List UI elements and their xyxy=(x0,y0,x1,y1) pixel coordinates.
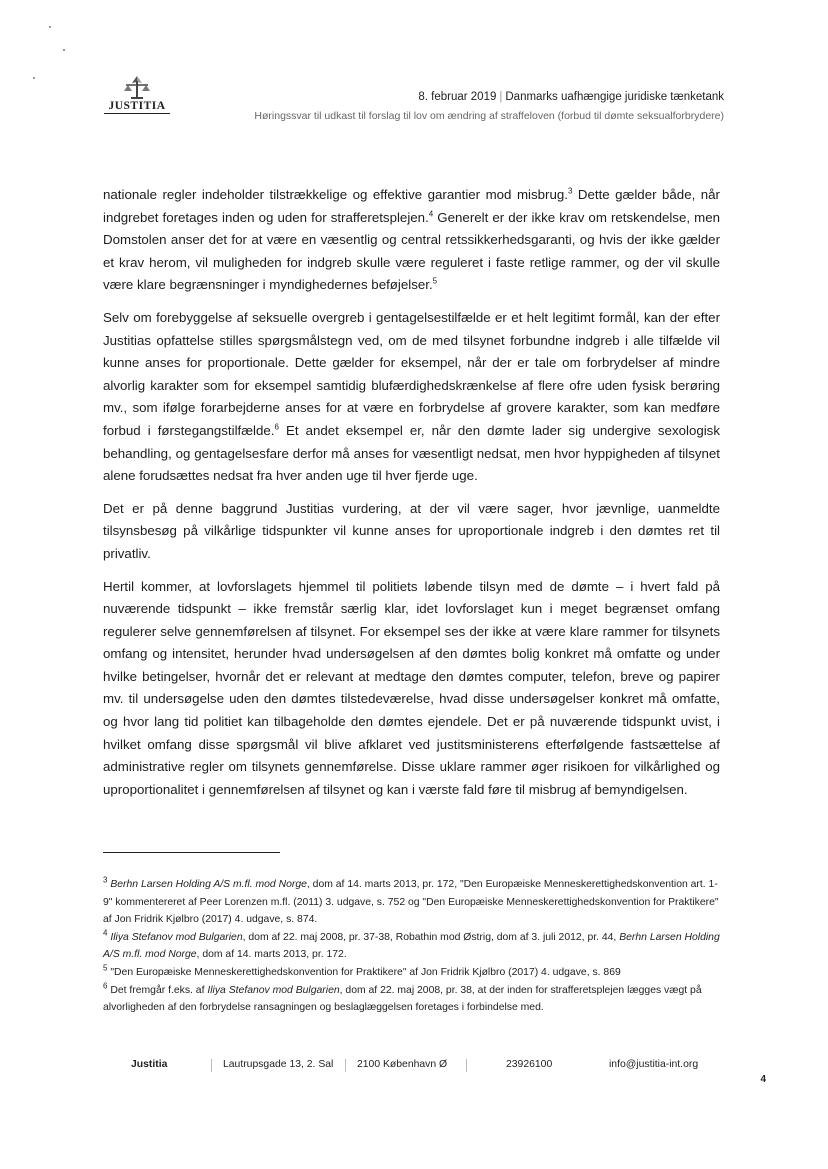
justitia-logo xyxy=(104,74,170,114)
header-subtitle: Høringssvar til udkast til forslag til lov om ændring af straffeloven (forbud til dømte seksualforbrydere) xyxy=(254,110,724,122)
scan-speck xyxy=(49,26,51,28)
page-number: 4 xyxy=(760,1074,766,1085)
header-date: 8. februar 2019 xyxy=(418,91,497,103)
footnote-number: 4 xyxy=(103,928,108,938)
paragraph: Hertil kommer, at lovforslagets hjemmel til politiets løbende tilsyn med de dømte – i hvert fald på nuværende tidspunkt – ikke fremstår særlig klar, idet lovforslaget kun i meget begrænset omfang regulerer selve gennemførelsen af tilsynet. For eksempel ses der ikke at være klare rammer for tilsynets omfang og intensitet, herunder hvad undersøgelsen af den dømtes bolig konkret må omfatte og under hvilke betingelser, hvornår det er relevant at medtage den dømtes computer, telefon, breve og papirer mv. til undersøgelse uden den dømtes tilstedeværelse, hvad disse undersøgelser konkret må omfatte, og hvor lang tid politiet kan tilbageholde den dømtes ejendele. Det er på nuværende tidspunkt uvist, i hvilket omfang disse spørgsmål vil blive afklaret ved justitsministerens efterfølgende fastsættelse af administrative regler om tilsynets gennemførelse. Disse uklare rammer øger risikoen for vilkårlighed og uproportionalitet i gennemførelsen af tilsynet og kan i værste fald føre til misbrug af bemyndigelsen. xyxy=(103,578,720,797)
footnote-3 xyxy=(103,876,720,929)
footnote-text: , dom af 22. maj 2008, pr. 37-38, Robathin mod Østrig, dom af 3. juli 2012, pr. 44, xyxy=(242,931,620,943)
text-run: Dette gælder både, når indgrebet foretages inden og uden for strafferetsplejen. xyxy=(103,187,720,225)
header-divider: | xyxy=(499,91,503,103)
case-name: Berhn Larsen Holding A/S m.fl. mod Norge xyxy=(103,931,720,961)
footnote-ref-5: 5 xyxy=(432,276,438,286)
footnote-text: Det fremgår f.eks. af xyxy=(110,984,208,996)
footer-divider xyxy=(211,1059,212,1072)
footnote-separator xyxy=(103,852,280,853)
case-name: Iliya Stefanov mod Bulgarien xyxy=(110,931,243,943)
footer-divider xyxy=(345,1059,346,1072)
paragraph: Det er på denne baggrund Justitias vurdering, at der vil være sager, hvor jævnlige, uanmeldte tilsynsbesøg på vilkårlige tidspunkter vil kunne anses for uproportionale indgreb i den dømtes ret til privatliv. xyxy=(103,500,720,561)
footnote-text: "Den Europæiske Menneskerettighedskonvention for Praktikere" af Jon Fridrik Kjølbro (2017) 4. udgave, s. 869 xyxy=(110,966,621,978)
footnotes xyxy=(103,876,720,1017)
footnote-text: , dom af 14. marts 2013, pr. 172. xyxy=(196,949,347,961)
paragraph xyxy=(103,307,720,488)
text-run: nationale regler indeholder tilstrækkelige og effektive garantier mod misbrug. xyxy=(103,187,568,202)
case-name: Berhn Larsen Holding A/S m.fl. mod Norge xyxy=(110,879,307,890)
footnote-5 xyxy=(103,964,720,982)
footer-org: Justitia xyxy=(131,1059,168,1070)
footnote-ref-4: 4 xyxy=(428,209,434,219)
footnote-ref-6: 6 xyxy=(274,422,279,432)
footnote-text: , dom af 14. marts 2013, pr. 172, "Den Europæiske Menneskerettighedskonvention art. 1-9" kommentereret af Peer Lorenzen m.fl. (2011) 3. udgave, s. 752 og "Den Europæiske Menneskerettighedskonvention for Praktikere" af Jon Fridrik Kjølbro (2017) 4. udgave, s. 874. xyxy=(103,879,719,926)
text-run: Et andet eksempel er, når den dømte lader sig undergive sexologisk behandling, og gentagelsesfare derfor må anses for væsentligt nedsat, men hvor hyppigheden af tilsynet alene forudsættes nedsat fra hver anden uge til hver fjerde uge. xyxy=(103,422,720,484)
footnote-4 xyxy=(103,929,720,964)
text-run: Generelt er der ikke krav om retskendelse, men Domstolen anser det for at være en væsentlig og central retssikkerhedsgaranti, og hvis der ikke gælder et krav herom, vil muligheden for indgreb skulle være reguleret i faste retlige rammer, og der vil skulle være klare begrænsninger i myndighedernes beføjelser. xyxy=(103,209,720,293)
footnote-number: 3 xyxy=(103,875,108,885)
footer-city: 2100 København Ø xyxy=(357,1059,448,1070)
footnote-number: 5 xyxy=(103,963,108,973)
footnote-ref-3: 3 xyxy=(567,186,573,196)
scan-speck xyxy=(63,49,65,51)
text-run: Selv om forebyggelse af seksuelle overgreb i gentagelsestilfælde er et helt legitimt formål, kan der efter Justitias opfattelse stilles spørgsmålstegn ved, om de med tilsynet forbundne indgreb i alle tilfælde vil kunne anses for proportionale. Dette gælder for eksempel, når der er tale om forbrydelser af mindre alvorlig karakter som for eksempel samtidig blufærdighedskrænkelse af flere ofre uden fysisk berøring mv., som ifølge forarbejderne anses for at være en forbrydelse af grovere karakter, som kan medføre forbud i førstegangstilfælde. xyxy=(103,309,720,438)
footnote-text: , dom af 22. maj 2008, pr. 38, at der inden for strafferetsplejen lægges vægt på alvorligheden af den forbrydelse ransagningen og beslaglæggelsen foretages i forbindelse med. xyxy=(103,984,702,1014)
logo-wordmark: JUSTITIA xyxy=(104,100,170,114)
scales-of-justice-icon xyxy=(120,74,154,100)
footer-phone: 23926100 xyxy=(506,1059,553,1070)
scan-speck xyxy=(33,77,35,79)
footer-email[interactable]: info@justitia-int.org xyxy=(609,1059,699,1070)
header-line xyxy=(418,91,724,103)
header-organization: Danmarks uafhængige juridiske tænketank xyxy=(505,91,724,103)
page-footer xyxy=(0,1059,828,1077)
paragraph xyxy=(103,184,720,297)
footer-divider xyxy=(466,1059,467,1072)
footnote-6 xyxy=(103,982,720,1017)
case-name: Iliya Stefanov mod Bulgarien xyxy=(207,984,340,996)
body-text xyxy=(103,184,720,811)
footer-address: Lautrupsgade 13, 2. Sal xyxy=(223,1059,334,1070)
footnote-number: 6 xyxy=(103,981,108,991)
